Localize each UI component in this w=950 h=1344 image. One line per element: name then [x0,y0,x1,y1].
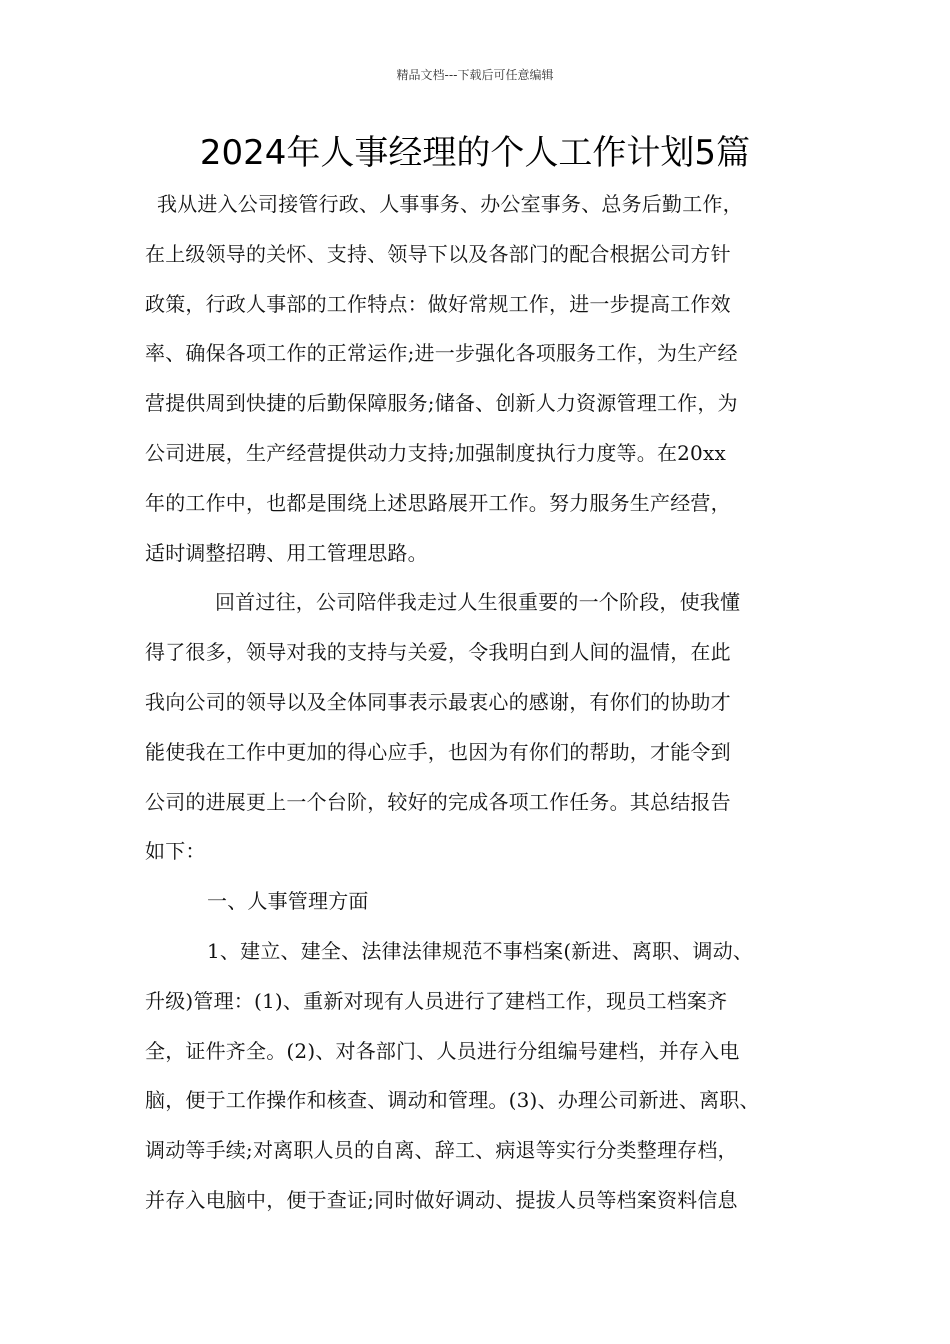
body-line: 公司进展，生产经营提供动力支持;加强制度执行力度等。在20xx [145,440,726,465]
body-line: 营提供周到快捷的后勤保障服务;储备、创新人力资源管理工作，为 [145,391,738,416]
header-note: 精品文档---下载后可任意编辑 [396,68,554,82]
body-line: 如下： [145,839,206,864]
body-line: 1、建立、建全、法律法律规范不事档案(新进、离职、调动、 [207,938,754,963]
body-line: 全，证件齐全。(2)、对各部门、人员进行分组编号建档，并存入电 [145,1038,740,1063]
document-title: 2024年人事经理的个人工作计划5篇 [199,133,751,173]
body-line: 我向公司的领导以及全体同事表示最衷心的感谢，有你们的协助才 [145,689,731,714]
body-line: 得了很多，领导对我的支持与关爱，令我明白到人间的温情，在此 [145,640,731,665]
body-line: 公司的进展更上一个台阶，较好的完成各项工作任务。其总结报告 [145,789,731,814]
body-line: 调动等手续;对离职人员的自离、辞工、病退等实行分类整理存档， [145,1138,738,1163]
body-line: 脑，便于工作操作和核查、调动和管理。(3)、办理公司新进、离职、 [145,1088,760,1113]
body-line: 政策，行政人事部的工作特点：做好常规工作，进一步提高工作效 [145,291,731,316]
body-line: 回首过往，公司陪伴我走过人生很重要的一个阶段，使我懂 [215,590,741,615]
body-line: 并存入电脑中，便于查证;同时做好调动、提拔人员等档案资料信息 [145,1187,738,1212]
body-line: 适时调整招聘、用工管理思路。 [145,540,428,565]
body-line: 年的工作中，也都是围绕上述思路展开工作。努力服务生产经营， [145,490,731,515]
body-line: 能使我在工作中更加的得心应手，也因为有你们的帮助，才能令到 [145,739,731,764]
body-line: 一、人事管理方面 [207,889,369,914]
body-line: 我从进入公司接管行政、人事事务、办公室事务、总务后勤工作， [157,192,743,216]
body-line: 率、确保各项工作的正常运作;进一步强化各项服务工作，为生产经 [145,341,738,366]
body-line: 升级)管理：(1)、重新对现有人员进行了建档工作，现员工档案齐 [145,988,728,1013]
document-body [145,180,817,1226]
body-line: 在上级领导的关怀、支持、领导下以及各部门的配合根据公司方针 [145,241,731,266]
